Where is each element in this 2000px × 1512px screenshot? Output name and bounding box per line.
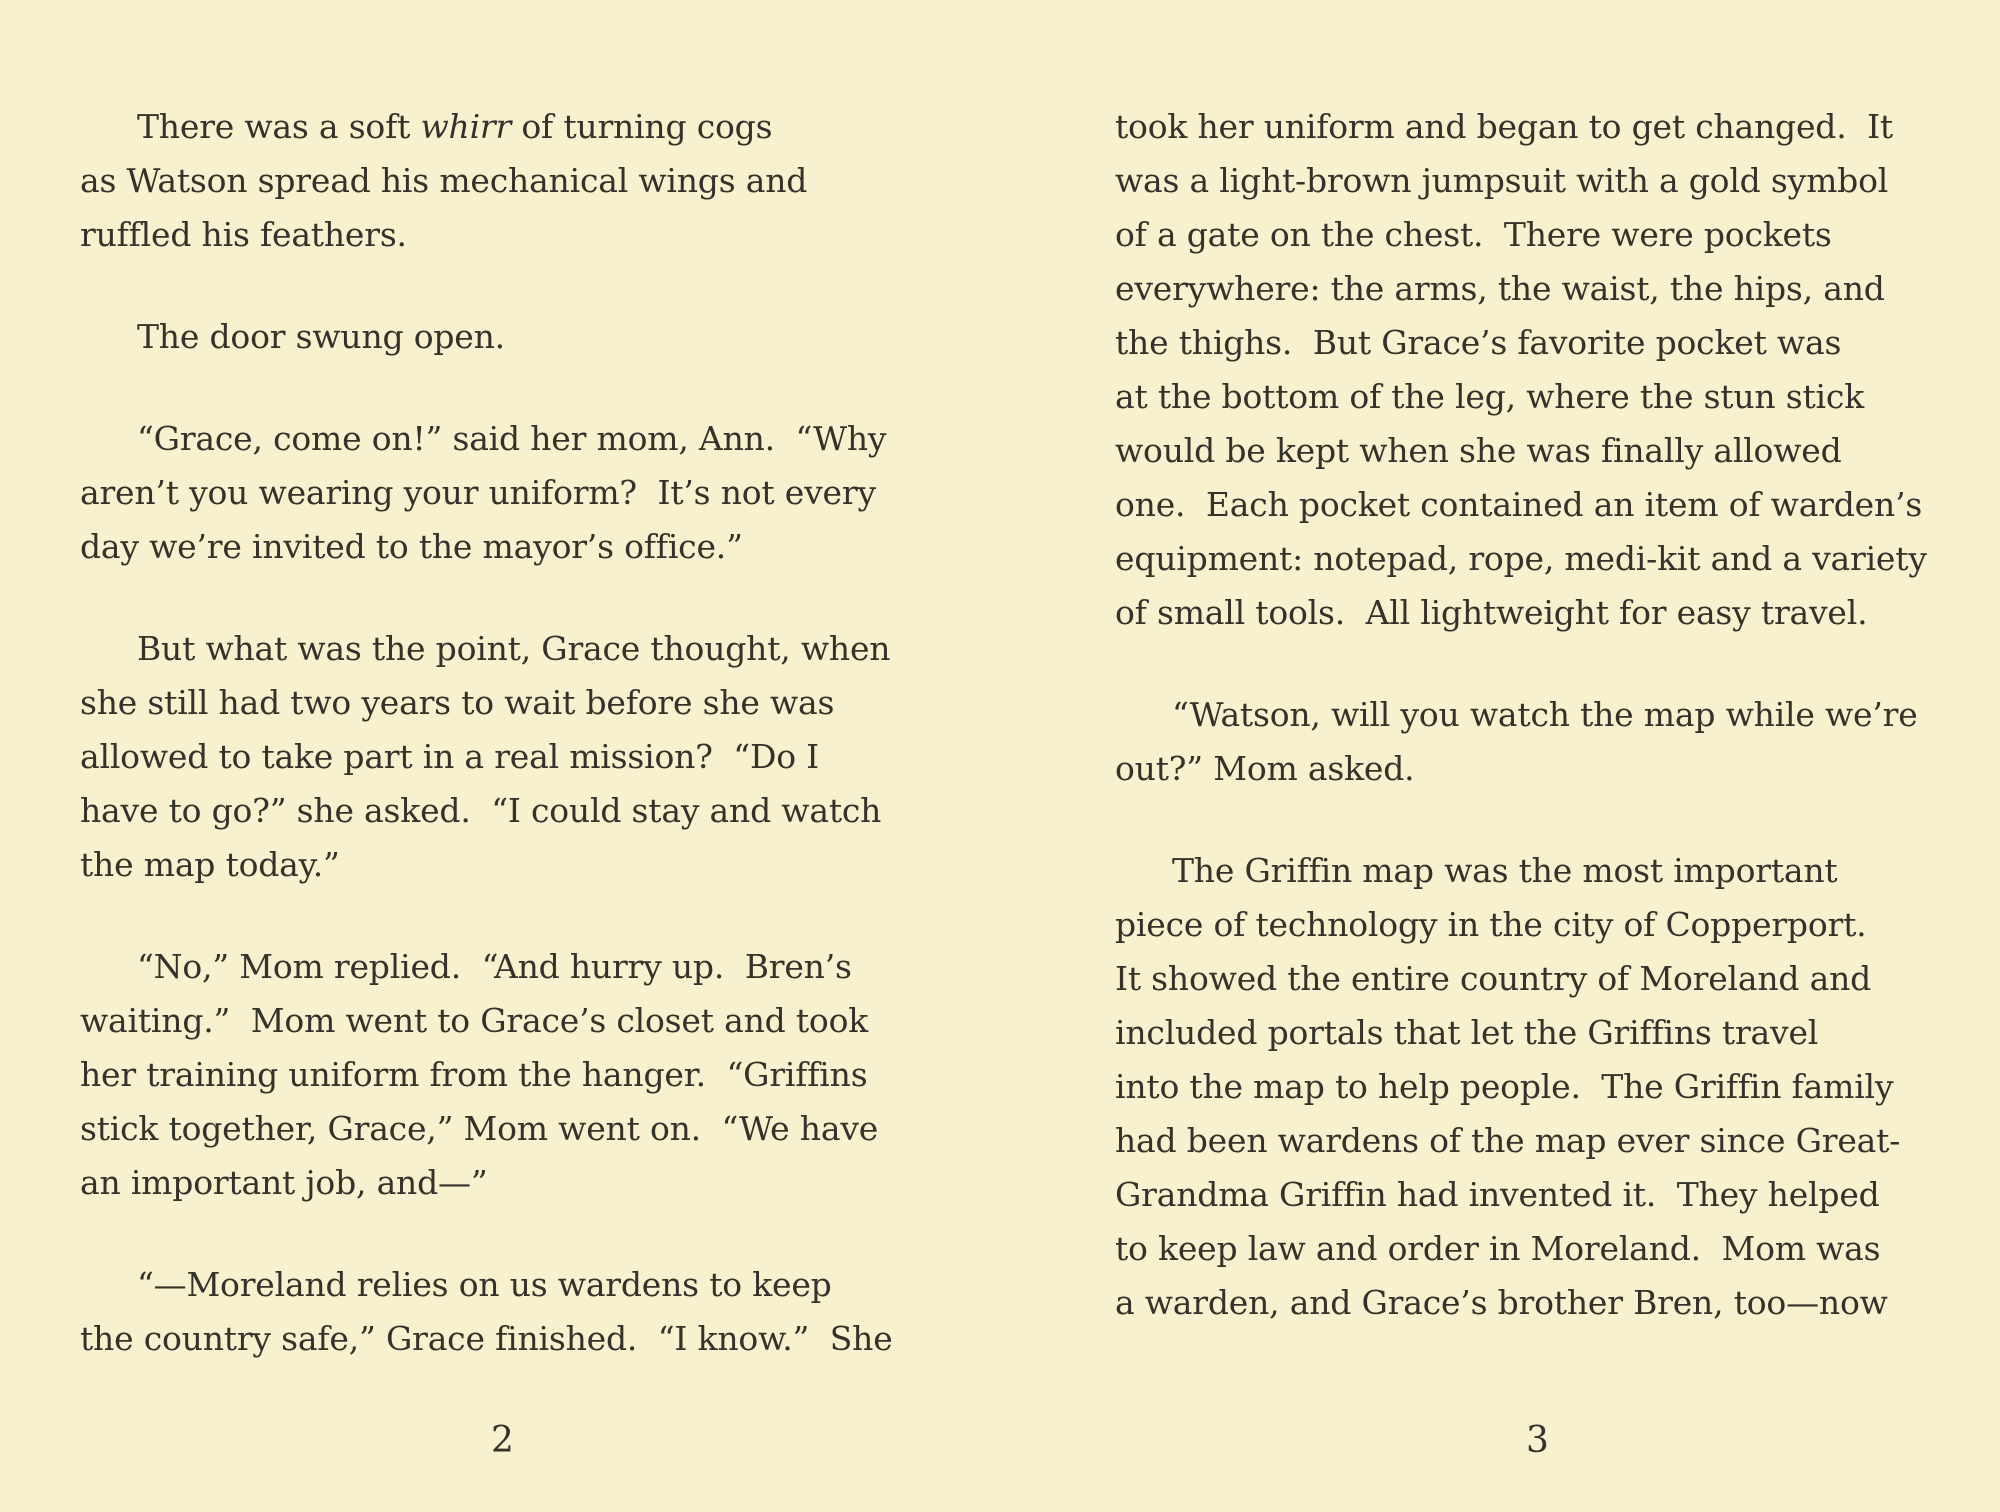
text-line	[80, 100, 925, 154]
text-segment: waiting.” Mom went to Grace’s closet and took	[80, 1001, 869, 1040]
text-line	[80, 520, 925, 574]
text-line	[1115, 208, 1960, 262]
text-segment: piece of technology in the city of Copperport.	[1115, 905, 1867, 944]
text-segment: out?” Mom asked.	[1115, 749, 1415, 788]
paragraph	[80, 310, 925, 364]
text-segment: allowed to take part in a real mission? “Do I	[80, 737, 820, 776]
text-line	[1115, 424, 1960, 478]
paragraph	[1115, 688, 1960, 796]
text-line	[80, 310, 925, 364]
text-segment: everywhere: the arms, the waist, the hips, and	[1115, 269, 1885, 308]
text-segment: The door swung open.	[137, 317, 505, 356]
text-line	[1115, 844, 1960, 898]
text-segment: Grandma Griffin had invented it. They helped	[1115, 1175, 1880, 1214]
text-segment: have to go?” she asked. “I could stay and watch	[80, 791, 882, 830]
paragraph	[80, 100, 925, 262]
text-line	[1115, 154, 1960, 208]
page-number-left: 2	[491, 1420, 514, 1461]
text-line	[80, 1258, 925, 1312]
text-line	[1115, 742, 1960, 796]
text-segment: There was a soft	[137, 107, 421, 146]
text-line	[1115, 1276, 1960, 1330]
text-segment: “Watson, will you watch the map while we’re	[1172, 695, 1918, 734]
text-line	[80, 466, 925, 520]
page-number-right: 3	[1526, 1420, 1549, 1461]
text-line	[80, 208, 925, 262]
text-segment: But what was the point, Grace thought, when	[137, 629, 891, 668]
text-line	[80, 622, 925, 676]
text-segment: of small tools. All lightweight for easy travel.	[1115, 593, 1868, 632]
text-line	[1115, 898, 1960, 952]
paragraph	[80, 1258, 925, 1366]
text-line	[80, 994, 925, 1048]
text-segment: as Watson spread his mechanical wings and	[80, 161, 808, 200]
paragraph	[1115, 844, 1960, 1330]
paragraph	[80, 622, 925, 892]
text-segment: the country safe,” Grace finished. “I know.” She	[80, 1319, 893, 1358]
text-line	[1115, 370, 1960, 424]
text-segment: of a gate on the chest. There were pockets	[1115, 215, 1832, 254]
text-segment: would be kept when she was finally allowed	[1115, 431, 1842, 470]
text-segment: to keep law and order in Moreland. Mom was	[1115, 1229, 1881, 1268]
text-line	[80, 730, 925, 784]
text-segment: her training uniform from the hanger. “Griffins	[80, 1055, 868, 1094]
text-segment: was a light-brown jumpsuit with a gold symbol	[1115, 161, 1889, 200]
text-line	[1115, 586, 1960, 640]
text-line	[1115, 1114, 1960, 1168]
page-right-text	[1115, 100, 1960, 1378]
text-segment: ruffled his feathers.	[80, 215, 407, 254]
text-line	[80, 1048, 925, 1102]
text-line	[1115, 478, 1960, 532]
text-segment: into the map to help people. The Griffin family	[1115, 1067, 1894, 1106]
text-segment: she still had two years to wait before she was	[80, 683, 835, 722]
paragraph	[80, 940, 925, 1210]
text-line	[1115, 1222, 1960, 1276]
text-line	[80, 154, 925, 208]
text-line	[80, 1156, 925, 1210]
text-segment: had been wardens of the map ever since Great-	[1115, 1121, 1901, 1160]
text-segment: the thighs. But Grace’s favorite pocket was	[1115, 323, 1842, 362]
text-line	[1115, 1006, 1960, 1060]
text-line	[80, 1312, 925, 1366]
text-segment: “—Moreland relies on us wardens to keep	[137, 1265, 832, 1304]
text-segment: of turning cogs	[511, 107, 773, 146]
text-line	[1115, 1168, 1960, 1222]
text-segment: The Griffin map was the most important	[1172, 851, 1838, 890]
text-segment: took her uniform and began to get changed. It	[1115, 107, 1893, 146]
text-line	[80, 412, 925, 466]
text-line	[1115, 262, 1960, 316]
text-line	[80, 940, 925, 994]
text-segment: day we’re invited to the mayor’s office.”	[80, 527, 743, 566]
text-segment: at the bottom of the leg, where the stun stick	[1115, 377, 1864, 416]
text-line	[1115, 100, 1960, 154]
page-left-text	[80, 100, 925, 1414]
text-line	[80, 1102, 925, 1156]
text-segment: aren’t you wearing your uniform? It’s not every	[80, 473, 876, 512]
text-segment: “Grace, come on!” said her mom, Ann. “Why	[137, 419, 887, 458]
text-line	[80, 838, 925, 892]
text-segment: “No,” Mom replied. “And hurry up. Bren’s	[137, 947, 852, 986]
text-line	[1115, 532, 1960, 586]
text-line	[1115, 316, 1960, 370]
text-segment: a warden, and Grace’s brother Bren, too—now	[1115, 1283, 1888, 1322]
text-line	[80, 784, 925, 838]
paragraph	[80, 412, 925, 574]
text-segment: one. Each pocket contained an item of warden’s	[1115, 485, 1923, 524]
paragraph	[1115, 100, 1960, 640]
text-segment: the map today.”	[80, 845, 340, 884]
text-segment: It showed the entire country of Moreland and	[1115, 959, 1872, 998]
text-segment: equipment: notepad, rope, medi-kit and a variety	[1115, 539, 1927, 578]
text-segment: an important job, and—”	[80, 1163, 488, 1202]
italic-text: whirr	[420, 107, 512, 146]
text-line	[1115, 688, 1960, 742]
text-segment: included portals that let the Griffins travel	[1115, 1013, 1819, 1052]
text-line	[1115, 1060, 1960, 1114]
text-segment: stick together, Grace,” Mom went on. “We have	[80, 1109, 879, 1148]
text-line	[1115, 952, 1960, 1006]
text-line	[80, 676, 925, 730]
